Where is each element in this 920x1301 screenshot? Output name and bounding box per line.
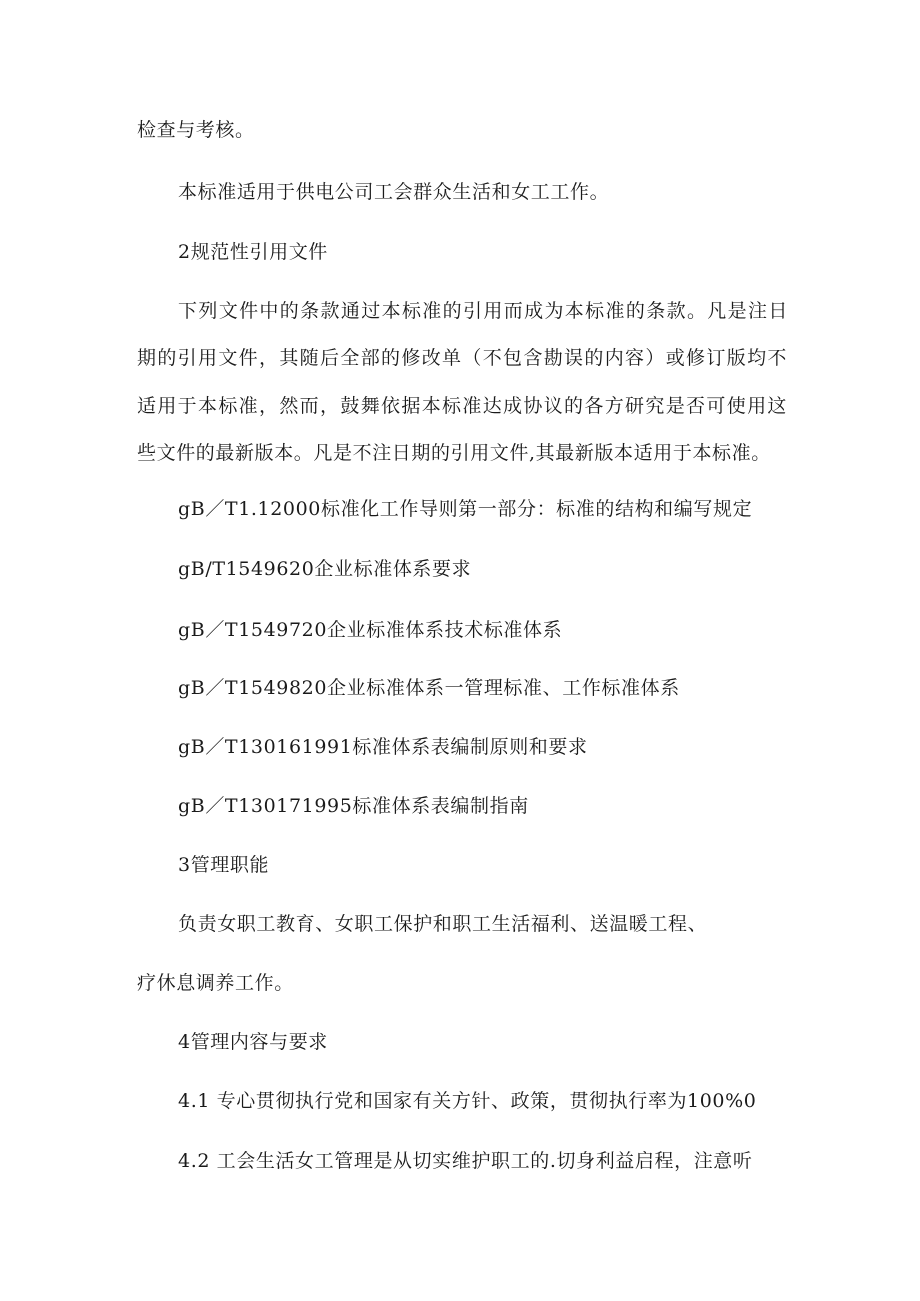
- reference-item: gB／T1549720企业标准体系技术标准体系: [178, 619, 563, 641]
- section-heading-2: 2规范性引用文件: [178, 241, 328, 263]
- clause-4-1: 4.1 专心贯彻执行党和国家有关方针、政策，贯彻执行率为100%0: [178, 1090, 757, 1112]
- reference-item: gB／T1.12000标准化工作导则第一部分：标准的结构和编写规定: [178, 498, 753, 520]
- text-line-scope-end: 检查与考核。: [137, 119, 255, 141]
- paragraph-line: 下列文件中的条款通过本标准的引用而成为本标准的条款。凡是注日: [178, 300, 788, 322]
- clause-4-2: 4.2 工会生活女工管理是从切实维护职工的.切身利益启程，注意听: [178, 1150, 753, 1172]
- reference-item: gB／T130171995标准体系表编制指南: [178, 795, 529, 817]
- paragraph-line: 适用于本标准，然而，鼓舞依据本标准达成协议的各方研究是否可使用这: [137, 395, 787, 417]
- paragraph-line: 期的引用文件，其随后全部的修改单（不包含勘误的内容）或修订版均不: [137, 347, 787, 369]
- section-heading-3: 3管理职能: [178, 854, 270, 876]
- reference-item: gB/T1549620企业标准体系要求: [178, 558, 472, 580]
- text-line-scope: 本标准适用于供电公司工会群众生活和女工工作。: [178, 181, 610, 203]
- reference-item: gB／T1549820企业标准体系一管理标准、工作标准体系: [178, 677, 680, 699]
- reference-item: gB／T130161991标准体系表编制原则和要求: [178, 736, 588, 758]
- paragraph-line: 负责女职工教育、女职工保护和职工生活福利、送温暖工程、: [178, 913, 708, 935]
- paragraph-line: 疗休息调养工作。: [137, 972, 294, 994]
- paragraph-line: 些文件的最新版本。凡是不注日期的引用文件,其最新版本适用于本标准。: [137, 442, 771, 464]
- section-heading-4: 4管理内容与要求: [178, 1031, 328, 1053]
